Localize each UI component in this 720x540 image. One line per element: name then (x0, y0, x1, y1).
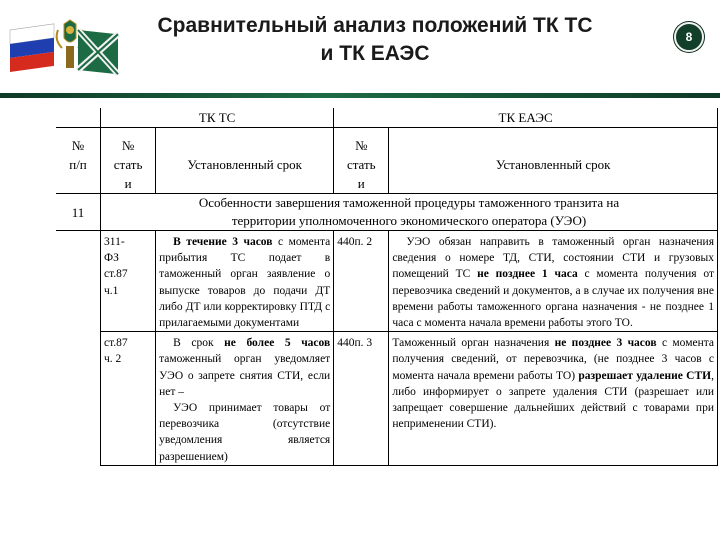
russia-flag-icon (10, 24, 54, 72)
ts-term-highlight: не более 5 часов (224, 337, 331, 350)
col-article-eaes-line-1: № (355, 138, 368, 153)
comparison-table (56, 108, 718, 466)
row-number: 11 (56, 194, 101, 231)
group-tk-eaes: ТК ЕАЭС (334, 108, 718, 128)
ts-term-text: В срок (173, 337, 225, 350)
col-article-ts-header (101, 128, 156, 194)
col-article-eaes-line-2: стать (346, 157, 376, 172)
title-line-2: и ТК ЕАЭС (320, 42, 430, 65)
comparison-table-wrapper (56, 108, 718, 466)
ts-term-cell (156, 332, 334, 466)
section-row (56, 194, 718, 231)
customs-flag-icon (78, 30, 118, 74)
group-tk-ts: ТК ТС (101, 108, 334, 128)
page-title (130, 12, 620, 68)
eaes-term-highlight: не позднее 1 часа (477, 268, 578, 281)
section-title (101, 194, 718, 231)
page-number-badge: 8 (674, 22, 704, 52)
eaes-term-text: с момента получения от перевозчика сведений и документов, а в случае их получения вне времени работы таможенного органа назначения - не позднее 1 часа с момента начала времени работы этого ТО. (392, 268, 714, 330)
col-term-eaes-header (389, 128, 718, 194)
eaes-term-text: Таможенный орган назначения (392, 337, 555, 350)
eaes-term-highlight: не позднее 3 часов (554, 337, 657, 350)
ts-article-line: 311- (104, 236, 125, 248)
table-row (56, 231, 718, 332)
ts-term-text: УЭО принимает товары от перевозчика (отсутствие уведомления является разрешением) (159, 402, 331, 463)
section-title-line-2: территории уполномоченного экономического оператора (УЭО) (231, 213, 587, 228)
ts-article-line: ч.1 (104, 284, 119, 297)
col-article-eaes-header (334, 128, 389, 194)
eaes-term-cell (389, 231, 718, 332)
eaes-term-text: с момента получения сведений, от перевозчика, (не позднее 3 часов с момента начала времени работы ТО) (392, 337, 715, 382)
section-title-line-1: Особенности завершения таможенной процедуры таможенного транзита на (198, 195, 620, 210)
eaes-article-cell: 440п. 3 (334, 332, 389, 466)
col-term-ts-header (156, 128, 334, 194)
col-term-eaes-label: Установленный срок (495, 157, 611, 172)
ts-article-line: ст.87 (104, 268, 128, 281)
ts-term-text: с момента прибытия ТС подает в таможенный орган заявление о выпуске товаров до подачи ДТ либо ДТ или корректировку ПТД с прилагаемыми документами (159, 236, 331, 330)
eaes-term-cell (389, 332, 718, 466)
col-article-ts-line-2: стать (113, 157, 143, 172)
table-row (56, 332, 718, 466)
col-article-eaes-line-3: и (357, 176, 365, 191)
col-num-line-2: п/п (69, 157, 87, 172)
eaes-article-cell: 440п. 2 (334, 231, 389, 332)
group-header-row (56, 108, 718, 128)
ts-term-highlight: В течение 3 часов (173, 236, 273, 248)
ts-article-cell (101, 332, 156, 466)
col-term-ts-label: Установленный срок (187, 157, 302, 172)
ts-article-line: ч. 2 (104, 353, 122, 366)
ts-article-cell (101, 231, 156, 332)
eaes-term-text: УЭО обязан направить в таможенный орган назначения сведения о номере ТД, СТИ, состоянии СТИ и грузовых помещений ТС (392, 236, 714, 281)
col-num-header (56, 128, 101, 194)
ts-term-cell (156, 231, 334, 332)
column-header-row (56, 128, 718, 194)
title-line-1: Сравнительный анализ положений ТК ТС (157, 14, 593, 37)
eaes-term-highlight: разрешает удаление СТИ (578, 369, 712, 382)
customs-flags-icon (8, 16, 120, 76)
header-divider (0, 93, 720, 98)
col-article-ts-line-1: № (121, 138, 135, 153)
eaes-term-text: , либо информирует о запрете удаления СТИ (разрешает или запрещает совершение дальнейших действий с товарами при неприменении СТИ). (392, 369, 714, 431)
ts-article-line: ФЗ (104, 252, 119, 265)
ts-article-line: ст.87 (104, 337, 128, 350)
col-article-ts-line-3: и (124, 176, 132, 191)
ts-term-text: таможенный орган уведомляет УЭО о запрете снятия СТИ, если нет – (159, 353, 331, 398)
col-num-line-1: № (71, 138, 85, 153)
